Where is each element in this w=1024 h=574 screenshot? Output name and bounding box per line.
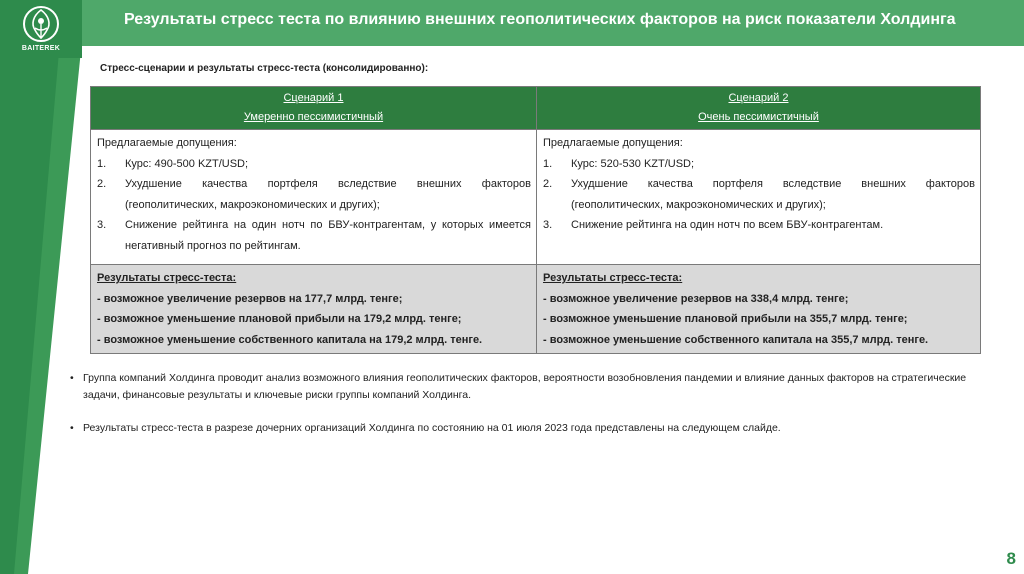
scenario-1-assumptions (91, 130, 537, 265)
list-item (543, 154, 975, 175)
assumptions-row (91, 130, 981, 265)
list-text: Снижение рейтинга на один нотч по всем БВУ-контрагентам. (571, 219, 884, 231)
result-line: - возможное уменьшение плановой прибыли на 355,7 млрд. тенге; (543, 313, 908, 325)
list-item (543, 174, 975, 215)
page-title: Результаты стресс теста по влиянию внешних геополитических факторов на риск показатели Холдинга (124, 11, 956, 28)
list-number: 3. (543, 219, 553, 231)
list-item (97, 174, 531, 215)
result-line: - возможное уменьшение собственного капитала на 179,2 млрд. тенге. (97, 333, 483, 346)
bullet-icon: • (70, 372, 74, 384)
result-line: - возможное уменьшение собственного капитала на 355,7 млрд. тенге. (543, 333, 929, 346)
assumptions-title: Предлагаемые допущения: (97, 137, 237, 149)
list-text: Курс: 520-530 KZT/USD; (571, 157, 695, 170)
scenario-1-header (91, 87, 537, 130)
results-title: Результаты стресс-теста: (97, 272, 237, 284)
logo-text: BAITEREK (21, 45, 61, 52)
result-line: - возможное увеличение резервов на 177,7 млрд. тенге; (97, 292, 403, 305)
page-number: 8 (1006, 549, 1016, 568)
section-subtitle: Стресс-сценарии и результаты стресс-теста (консолидированно): (100, 63, 429, 74)
baiterek-tree-icon (21, 4, 61, 44)
baiterek-logo (14, 4, 68, 58)
assumptions-title: Предлагаемые допущения: (543, 137, 683, 149)
list-text: Курс: 490-500 KZT/USD; (125, 157, 249, 170)
scenario-2-label: Очень пессимистичный (698, 111, 819, 123)
list-text: Снижение рейтинга на один нотч по БВУ-контрагентам, у которых имеется негативный прогноз по рейтингам. (125, 219, 531, 252)
scenario-2-name: Сценарий 2 (728, 92, 789, 104)
bullet-list (70, 370, 975, 454)
table-header-row (91, 87, 981, 130)
results-row (91, 265, 981, 354)
bullet-item (70, 420, 975, 437)
results-title: Результаты стресс-теста: (543, 272, 683, 284)
scenario-2-header (537, 87, 981, 130)
scenario-2-results (537, 265, 981, 354)
list-item (543, 215, 975, 236)
list-number: 1. (97, 157, 107, 170)
bullet-text: Группа компаний Холдинга проводит анализ возможного влияния геополитических факторов, вероятности возобновления пандемии и влияние данных факторов на стратегические задачи, финансовые результаты и ключевые риски группы компаний Холдинга. (83, 372, 967, 401)
scenarios-table (90, 86, 981, 354)
list-number: 3. (97, 219, 107, 231)
scenario-1-name: Сценарий 1 (283, 92, 344, 104)
result-line: - возможное уменьшение плановой прибыли на 179,2 млрд. тенге; (97, 313, 462, 325)
scenario-1-results (91, 265, 537, 354)
list-item (97, 215, 531, 256)
list-number: 1. (543, 157, 553, 170)
list-item (97, 154, 531, 175)
scenario-2-assumptions (537, 130, 981, 265)
list-text: Ухудшение качества портфеля вследствие внешних факторов (геополитических, макроэкономических и других); (125, 178, 531, 211)
list-text: Ухудшение качества портфеля вследствие внешних факторов (геополитических, макроэкономических и других); (571, 178, 975, 211)
list-number: 2. (97, 178, 107, 190)
bullet-text: Результаты стресс-теста в разрезе дочерних организаций Холдинга по состоянию на 01 июля 2023 года представлены на следующем слайде. (83, 422, 781, 434)
side-green-bar (0, 0, 82, 574)
list-number: 2. (543, 178, 553, 190)
scenario-1-label: Умеренно пессимистичный (243, 111, 384, 123)
bullet-icon: • (70, 422, 74, 434)
result-line: - возможное увеличение резервов на 338,4 млрд. тенге; (543, 292, 849, 305)
bullet-item (70, 370, 975, 403)
